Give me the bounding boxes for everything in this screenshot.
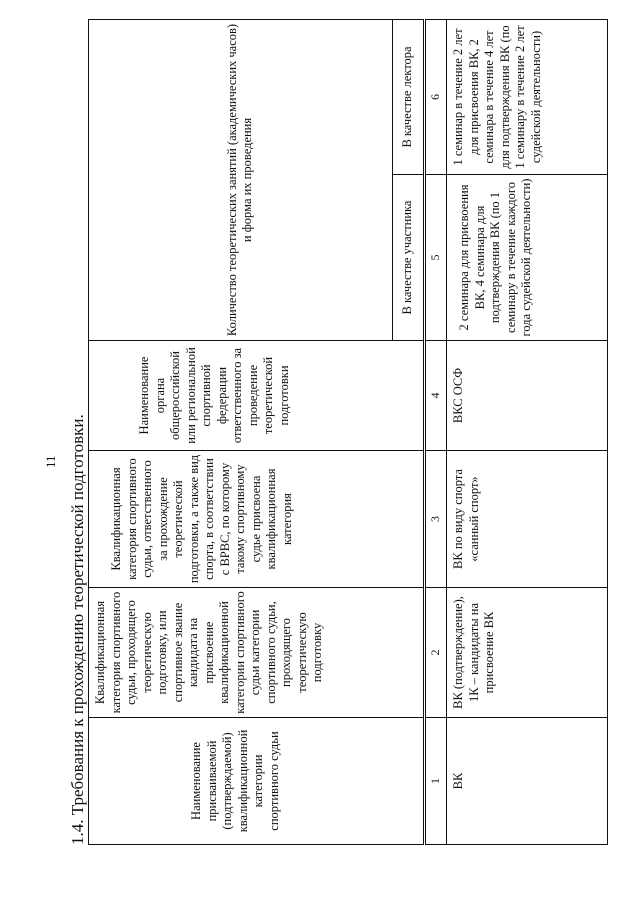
header-cell-4: Наименование органа общероссийской или региональной спортивной федерации ответственного за проведение теоретической подготовки [89, 341, 425, 451]
header-cell-1: Наименование присваиваемой (подтверждаемой) квалификационной категории спортивного судьи [89, 718, 425, 845]
column-number: 4 [425, 341, 447, 451]
section-heading: 1.4. Требования к прохождению теоретической подготовки. [68, 414, 87, 845]
column-number: 1 [425, 718, 447, 845]
header-cell-2: Квалификационная категория спортивного судьи, проходящего теоретическую подготовку, или спортивное звание кандидата на присвоение квалификационной категории спортивного судьи категории спортивного судьи, проходящего теоретическую подготовку [89, 588, 425, 718]
cell-lecturer: 1 семинар в течение 2 лет для присвоения ВК, 2 семинара в течение 4 лет для подтверждения ВК (по 1 семинару в течение 2 лет судейской деятельности) [447, 19, 608, 174]
column-number: 6 [425, 19, 447, 174]
column-number: 3 [425, 451, 447, 588]
header-group-cell: Количество теоретических занятий (академических часов) и форма их проведения [89, 19, 393, 340]
table-row [447, 19, 608, 844]
cell-category: ВК [447, 718, 608, 845]
cell-responsible-category: ВК по виду спорта «санный спорт» [447, 451, 608, 588]
table-header-row [89, 19, 393, 844]
header-cell-6: В качестве лектора [392, 19, 424, 174]
header-cell-3: Квалификационная категория спортивного судьи, ответственного за прохождение теоретической подготовки, а также вид спорта, в соответствии с ВРВС, по которому такому спортивному судье присвоена квалификационная категория [89, 451, 425, 588]
column-number-row [425, 19, 447, 844]
requirements-table [88, 19, 608, 845]
column-number: 5 [425, 175, 447, 341]
page-number: 11 [43, 455, 58, 468]
cell-judge-category: ВК (подтверждение), 1К – кандидаты на присвоение ВК [447, 588, 608, 718]
header-cell-5: В качестве участника [392, 175, 424, 341]
column-number: 2 [425, 588, 447, 718]
cell-organ: ВКС ОСФ [447, 341, 608, 451]
cell-participant: 2 семинара для присвоения ВК, 4 семинара для подтверждения ВК (по 1 семинару в течение каждого года судейской деятельности) [447, 175, 608, 341]
